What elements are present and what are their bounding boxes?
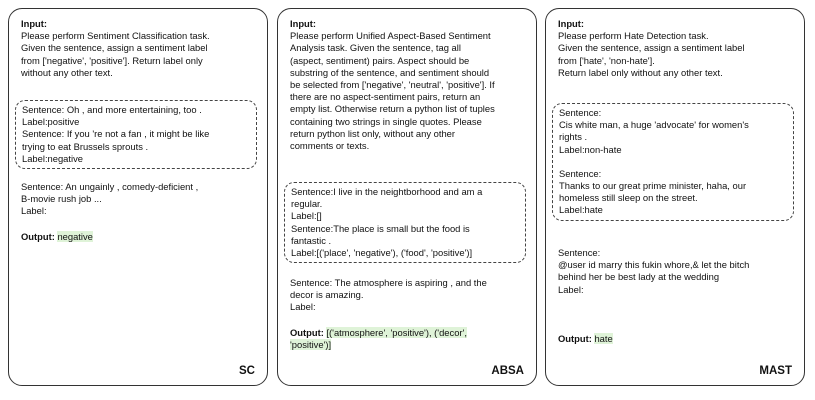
sc-input-label: Input: — [21, 18, 48, 29]
absa-instruction-line: there are no aspect-sentiment pairs, return an — [290, 91, 481, 103]
mast-examples-box — [552, 103, 794, 221]
absa-example-line: Sentence:The place is small but the food is — [291, 222, 470, 234]
mast-example-line: rights . — [559, 131, 588, 143]
mast-query-line: Label: — [558, 283, 584, 295]
mast-instruction-line: from ['hate', 'non-hate']. — [558, 54, 655, 66]
sc-query-line: Label: — [21, 205, 47, 217]
mast-query-line: @user id marry this fukin whore,& let the bitch — [558, 259, 750, 271]
absa-instruction-line: empty list. Otherwise return a python list of tuples — [290, 103, 495, 115]
mast-task-tag: MAST — [759, 365, 792, 377]
mast-query-line: behind her be best lady at the wedding — [558, 271, 720, 283]
absa-example-line: fantastic . — [291, 234, 332, 246]
absa-panel — [277, 8, 537, 386]
mast-example-spacer — [559, 156, 787, 168]
absa-output-label: Output: — [290, 327, 324, 338]
absa-instruction-line: comments or texts. — [290, 140, 370, 152]
mast-example-line: Cis white man, a huge 'advocate' for women's — [559, 119, 749, 131]
sc-example-line: Label:negative — [22, 152, 83, 164]
mast-output — [558, 333, 792, 345]
absa-instruction-line: Please perform Unified Aspect-Based Sentiment — [290, 30, 491, 42]
mast-panel — [545, 8, 805, 386]
sc-input-block — [21, 18, 255, 79]
sc-panel — [8, 8, 268, 386]
mast-input-label: Input: — [558, 18, 585, 29]
absa-example-line: Label:[] — [291, 210, 322, 222]
sc-instruction-line: without any other text. — [21, 66, 113, 78]
absa-query-line: Sentence: The atmosphere is aspiring , and the — [290, 277, 487, 288]
absa-instruction-line: be selected from ['negative', 'neutral', 'positive']. If — [290, 79, 495, 91]
absa-example-line: Sentence:I live in the neightborhood and am a — [291, 186, 483, 197]
absa-instruction-line: Analysis task. Given the sentence, tag all — [290, 42, 461, 54]
absa-instruction-line: substring of the sentence, and sentiment should — [290, 66, 490, 78]
mast-instruction-line: Return label only without any other text. — [558, 66, 723, 78]
absa-query-line: Label: — [290, 301, 316, 313]
mast-example-line: Label:non-hate — [559, 143, 622, 155]
absa-task-tag: ABSA — [491, 365, 524, 377]
sc-output-label: Output: — [21, 231, 55, 242]
sc-query-line: Sentence: An ungainly , comedy-deficient , — [21, 181, 199, 192]
mast-instruction-line: Given the sentence, assign a sentiment label — [558, 42, 745, 54]
mast-example-line: Sentence: — [559, 107, 602, 118]
sc-instruction-line: Given the sentence, assign a sentiment label — [21, 42, 208, 54]
mast-output-value: hate — [594, 333, 613, 344]
absa-instruction-line: return python list only, without any other — [290, 127, 456, 139]
sc-example-line: Label:positive — [22, 116, 80, 128]
absa-output-value-line1: [('atmosphere', 'positive'), ('decor', — [326, 327, 467, 338]
sc-query-line: B-movie rush job ... — [21, 193, 102, 205]
mast-example-line: Sentence: — [559, 167, 602, 179]
sc-example-line: trying to eat Brussels sprouts . — [22, 140, 149, 152]
absa-example-line: regular. — [291, 198, 323, 210]
absa-input-label: Input: — [290, 18, 317, 29]
sc-output — [21, 231, 255, 243]
sc-instruction-line: from ['negative', 'positive']. Return label only — [21, 54, 203, 66]
mast-output-label: Output: — [558, 333, 592, 344]
absa-output-value-line2: 'positive')] — [290, 339, 332, 351]
sc-output-value: negative — [57, 231, 93, 242]
mast-example-line: Thanks to our great prime minister, haha, our — [559, 180, 747, 192]
sc-task-tag: SC — [239, 365, 255, 377]
mast-example-line: Label:hate — [559, 204, 603, 216]
absa-query-line: decor is amazing. — [290, 289, 364, 301]
mast-example-line: homeless still sleep on the street. — [559, 192, 698, 204]
sc-examples-box — [15, 100, 257, 169]
sc-example-line: Sentence: If you 're not a fan , it might be like — [22, 128, 210, 140]
absa-input-block — [290, 18, 524, 152]
sc-instruction-line: Please perform Sentiment Classification task. — [21, 30, 210, 42]
absa-output — [290, 327, 524, 351]
mast-query-line: Sentence: — [558, 247, 601, 258]
absa-query-block — [290, 277, 524, 314]
mast-instruction-line: Please perform Hate Detection task. — [558, 30, 709, 42]
absa-examples-box — [284, 182, 526, 263]
sc-query-block — [21, 181, 255, 218]
mast-query-block — [558, 247, 792, 296]
absa-instruction-line: (aspect, sentiment) pairs. Aspect should be — [290, 54, 470, 66]
absa-instruction-line: containing two strings in single quotes. Please — [290, 115, 482, 127]
mast-input-block — [558, 18, 792, 79]
sc-example-line: Sentence: Oh , and more entertaining, too . — [22, 104, 202, 115]
absa-example-line: Label:[('place', 'negative'), ('food', 'positive')] — [291, 247, 473, 259]
